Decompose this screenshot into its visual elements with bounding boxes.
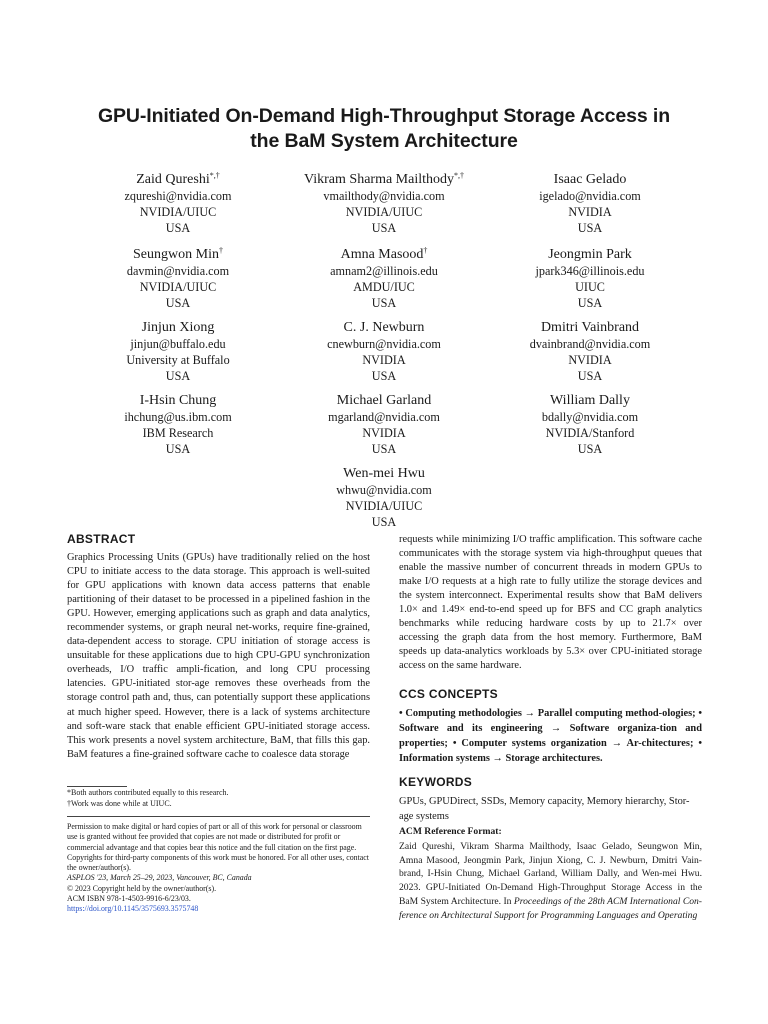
paper-title — [60, 104, 708, 154]
author-country: USA — [165, 441, 191, 456]
author-country: USA — [371, 368, 397, 383]
author-block — [470, 243, 710, 311]
author-country: USA — [371, 295, 397, 310]
author-country: USA — [371, 441, 397, 456]
author-email: amnam2@illinois.edu — [330, 264, 438, 279]
author-email: jpark346@illinois.edu — [535, 264, 645, 279]
author-name: Michael Garland — [336, 393, 432, 409]
author-affiliation: NVIDIA/UIUC — [345, 498, 423, 513]
footnote-uiuc: †Work was done while at UIUC. — [67, 798, 172, 808]
author-block — [264, 168, 504, 236]
author-block — [264, 389, 504, 457]
permission-divider — [67, 816, 370, 817]
author-email: bdally@nvidia.com — [541, 410, 639, 425]
author-name: Jeongmin Park — [548, 247, 632, 263]
author-country: USA — [577, 295, 603, 310]
author-country: USA — [577, 441, 603, 456]
author-affiliation: NVIDIA/UIUC — [139, 279, 217, 294]
author-mark: *,† — [209, 171, 220, 180]
author-name: Jinjun Xiong — [141, 320, 215, 336]
author-affiliation: NVIDIA/Stanford — [545, 425, 635, 440]
title-line-1: GPU-Initiated On-Demand High-Throughput Storage Access in — [97, 105, 671, 127]
author-country: USA — [577, 368, 603, 383]
author-name: William Dally — [550, 393, 630, 409]
author-name: C. J. Newburn — [343, 320, 425, 336]
author-mark: † — [423, 246, 428, 255]
footnote-equal-contribution: *Both authors contributed equally to this research. — [67, 788, 229, 797]
author-email: davmin@nvidia.com — [126, 264, 230, 279]
abstract-text-right — [399, 533, 702, 673]
author-name: Wen-mei Hwu — [343, 466, 425, 482]
abstract-paragraph: Graphics Processing Units (GPUs) have traditionally relied on the host CPU to initiate access to the data storage. This approach is well-suited for GPU applications with known data access patterns that enable partitioning of their dataset to be processed in a pipelined fashion in the GPU. However, emerging applications such as graph and data analytics, recommender systems, or graph neural net-works, require fine-grained, data-dependent access to storage. CPU initiation of storage access is unsuitable for these applications due to high CPU-GPU synchronization overheads, I/O traffic ampli-fication, and long CPU processing latencies. GPU-initiated stor-age removes these overheads from the storage control path and, thus, can potentially support these applications at much higher speed. However, there is a lack of systems architecture and soft-ware stack that enable efficient GPU-initiated storage access. This work presents a novel system architecture, BaM, that fills this gap. BaM features a fine-grained software cache to coalesce data storage — [67, 552, 370, 760]
author-country: USA — [165, 368, 191, 383]
author-block — [58, 389, 298, 457]
reference-citation: Zaid Qureshi, Vikram Sharma Mailthody, Isaac Gelado, Seungwon Min, Amna Masood, Jeongmin Park, Jinjun Xiong, C. J. Newburn, Dmitri Vain-brand, I-Hsin Chung, Michael Garland, William Dally, and Wen-mei Hwu. 2023. GPU-Initiated On-Demand High-Throughput Storage Access in the BaM System Architecture. In — [399, 841, 702, 907]
copyright-line: © 2023 Copyright held by the owner/author(s). — [67, 883, 217, 893]
footnote-divider — [67, 786, 127, 787]
title-line-2: the BaM System Architecture — [250, 130, 518, 152]
author-affiliation: University at Buffalo — [126, 352, 230, 367]
keywords-heading: KEYWORDS — [399, 775, 473, 789]
author-name: Amna Masood — [340, 247, 424, 263]
author-block — [58, 316, 298, 384]
author-email: zqureshi@nvidia.com — [124, 189, 232, 204]
abstract-paragraph-continued: requests while minimizing I/O traffic amplification. This software cache communicates with the storage system via high-throughput queues that enable the massive number of concurrent threads in modern GPUs to make I/O requests at a high rate to fully utilize the storage devices and the system interconnect. Experimental results show that BaM delivers 1.0× and 1.49× end-to-end speed up for BFS and CC graph analytics benchmarks while reducing hardware costs by up to 21.7× over accessing the graph data from the host memory. Furthermore, BaM speeds up data-analytics workloads by 5.3× over CPU-initiated storage access on the same hardware. — [399, 534, 702, 672]
author-email: dvainbrand@nvidia.com — [529, 337, 651, 352]
ccs-heading: CCS CONCEPTS — [399, 687, 498, 701]
author-email: igelado@nvidia.com — [539, 189, 641, 204]
author-name: Seungwon Min — [133, 247, 219, 263]
author-block — [58, 243, 298, 311]
author-block — [264, 243, 504, 311]
author-affiliation: NVIDIA — [568, 352, 612, 367]
ccs-concepts: • Computing methodologies → Parallel computing method-ologies; • Software and its engineering → Software organiza-tion and properties; • Computer systems organization → Ar-chitectures; • Information systems → Storage architectures. — [399, 708, 702, 764]
permission-text: Permission to make digital or hard copies of part or all of this work for personal or classroom use is granted without fee provided that copies are not made or distributed for profit or commercial advantage and that copies bear this notice and the full citation on the first page. Copyrights for third-party components of this work must be honored. For all other uses, contact the owner/author(s). — [67, 822, 369, 873]
footnotes — [67, 788, 370, 809]
author-name: Dmitri Vainbrand — [540, 320, 640, 336]
reference-format — [399, 840, 702, 922]
author-country: USA — [165, 295, 191, 310]
author-name: I-Hsin Chung — [139, 393, 217, 409]
author-mark: *,† — [454, 171, 465, 180]
author-email: mgarland@nvidia.com — [328, 410, 440, 425]
author-affiliation: IBM Research — [142, 425, 214, 440]
permission-block — [67, 822, 370, 915]
author-country: USA — [577, 220, 603, 235]
author-affiliation: NVIDIA/UIUC — [139, 204, 217, 219]
author-country: USA — [371, 514, 397, 529]
author-block — [470, 389, 710, 457]
author-email: whwu@nvidia.com — [336, 483, 432, 498]
author-email: vmailthody@nvidia.com — [323, 189, 445, 204]
isbn-line: ACM ISBN 978-1-4503-9916-6/23/03. — [67, 894, 191, 904]
conference-venue: ASPLOS '23, March 25–29, 2023, Vancouver, BC, Canada — [67, 873, 252, 883]
author-affiliation: NVIDIA — [568, 204, 612, 219]
keywords-text: GPUs, GPUDirect, SSDs, Memory capacity, Memory hierarchy, Stor-age systems — [399, 796, 690, 822]
author-mark: † — [218, 246, 223, 255]
author-email: jinjun@buffalo.edu — [130, 337, 226, 352]
abstract-heading: ABSTRACT — [67, 532, 136, 546]
author-email: cnewburn@nvidia.com — [327, 337, 441, 352]
author-country: USA — [371, 220, 397, 235]
author-name: Isaac Gelado — [553, 172, 627, 188]
author-affiliation: NVIDIA/UIUC — [345, 204, 423, 219]
author-block — [470, 168, 710, 236]
author-block — [264, 462, 504, 530]
author-affiliation: AMDU/IUC — [353, 279, 415, 294]
abstract-text-left — [67, 551, 370, 762]
author-name: Vikram Sharma Mailthody — [303, 172, 455, 188]
author-affiliation: NVIDIA — [362, 425, 406, 440]
doi-link[interactable]: https://doi.org/10.1145/3575693.3575748 — [67, 904, 199, 914]
author-affiliation: UIUC — [575, 279, 605, 294]
reference-proceedings: Proceedings of the 28th ACM International Con-ference on Architectural Support for Programming Languages and Operating — [399, 895, 703, 921]
author-block — [264, 316, 504, 384]
author-block — [470, 316, 710, 384]
author-block — [58, 168, 298, 236]
reference-heading: ACM Reference Format: — [399, 826, 502, 837]
author-affiliation: NVIDIA — [362, 352, 406, 367]
author-name: Zaid Qureshi — [136, 172, 210, 188]
author-country: USA — [165, 220, 191, 235]
author-email: ihchung@us.ibm.com — [124, 410, 232, 425]
